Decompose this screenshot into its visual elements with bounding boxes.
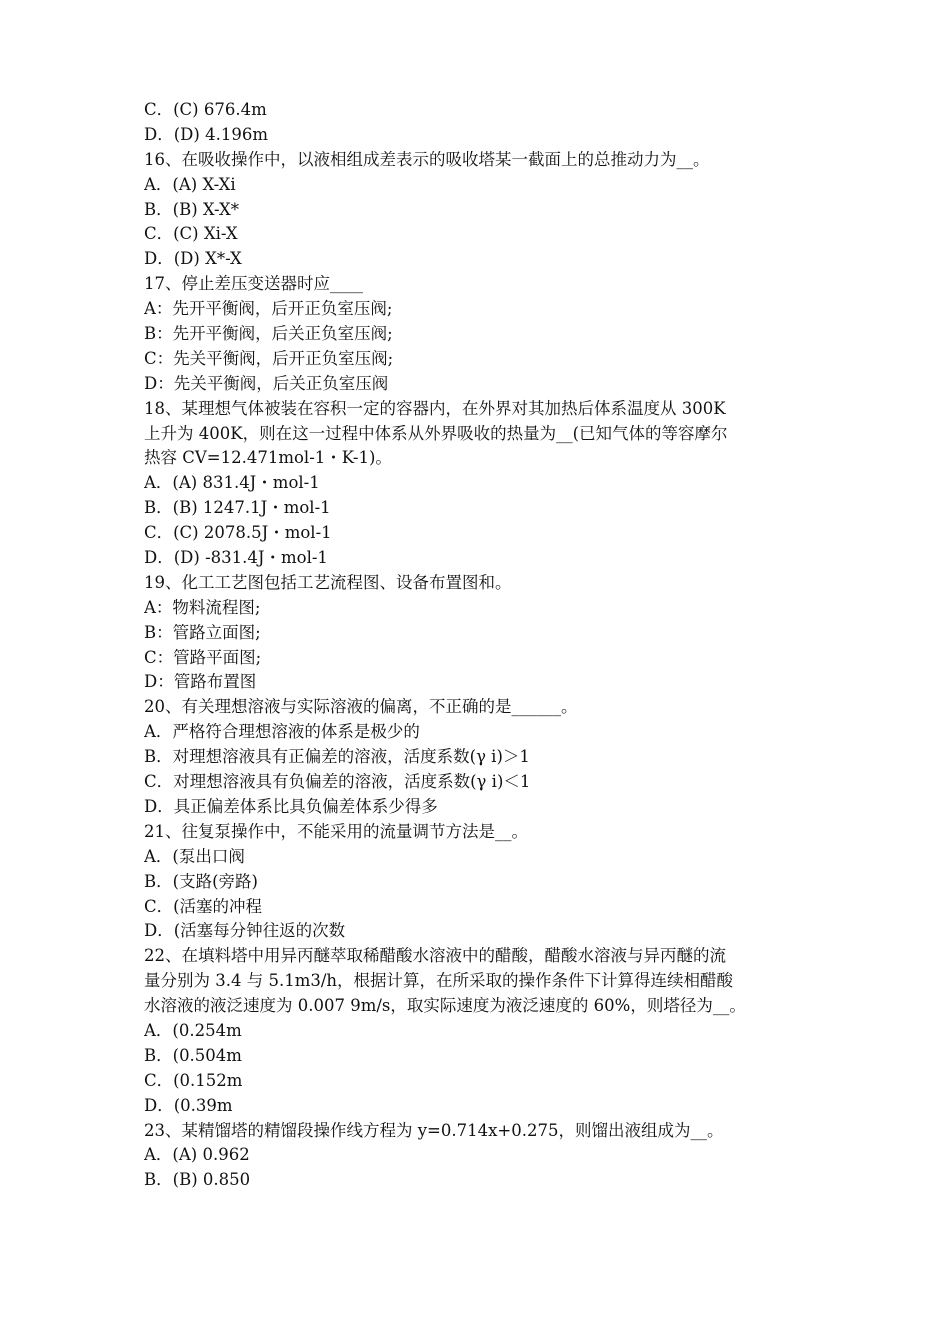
question-text-line: 23、某精馏塔的精馏段操作线方程为 y=0.714x+0.275，则馏出液组成为__。 — [144, 1120, 724, 1140]
answer-option-line: C．(0.152m — [144, 1070, 243, 1090]
answer-option-line: D：管路布置图 — [144, 672, 257, 692]
answer-option-line: B．(B) 1247.1J・mol-1 — [144, 498, 331, 518]
answer-option-line: A：物料流程图; — [144, 597, 261, 617]
answer-option-line: C．(C) Xi-X — [144, 224, 238, 244]
answer-option-line: B．(支路(旁路) — [144, 871, 258, 891]
question-text-line: 热容 CV=12.471mol-1・K-1)。 — [144, 448, 392, 468]
answer-option-line: B．(B) X-X* — [144, 199, 240, 219]
answer-option-line: D．具正偏差体系比具负偏差体系少得多 — [144, 796, 438, 816]
question-text-line: 19、化工工艺图包括工艺流程图、设备布置图和。 — [144, 572, 512, 592]
answer-option-line: B：管路立面图; — [144, 622, 261, 642]
answer-option-line: A：先开平衡阀，后开正负室压阀; — [144, 299, 393, 319]
question-text-line: 21、往复泵操作中，不能采用的流量调节方法是__。 — [144, 821, 528, 841]
question-text-line: 20、有关理想溶液与实际溶液的偏离，不正确的是______。 — [144, 697, 578, 717]
document-body — [144, 98, 816, 1193]
answer-option-line: B．(B) 0.850 — [144, 1170, 251, 1190]
answer-option-line: D：先关平衡阀，后关正负室压阀 — [144, 373, 389, 393]
answer-option-line: A．(泵出口阀 — [144, 846, 245, 866]
answer-option-line: D．(D) -831.4J・mol-1 — [144, 548, 328, 568]
question-text-line: 水溶液的液泛速度为 0.007 9m/s，取实际速度为液泛速度的 60%，则塔径为__。 — [144, 996, 746, 1016]
answer-option-line: C．(C) 2078.5J・mol-1 — [144, 523, 332, 543]
question-text-line: 22、在填料塔中用异丙醚萃取稀醋酸水溶液中的醋酸，醋酸水溶液与异丙醚的流 — [144, 946, 726, 966]
answer-option-line: A．(A) X-Xi — [144, 174, 236, 194]
answer-option-line: C：管路平面图; — [144, 647, 262, 667]
answer-option-line: A．(A) 831.4J・mol-1 — [144, 473, 320, 493]
question-text-line: 量分别为 3.4 与 5.1m3/h，根据计算，在所采取的操作条件下计算得连续相醋酸 — [144, 971, 734, 991]
answer-option-line: A．(A) 0.962 — [144, 1145, 250, 1165]
answer-option-line: C．对理想溶液具有负偏差的溶液，活度系数(γ i)＜1 — [144, 772, 531, 792]
answer-option-line: C．(C) 676.4m — [144, 100, 267, 119]
answer-option-line: A．(0.254m — [144, 1020, 242, 1040]
answer-option-line: B．对理想溶液具有正偏差的溶液，活度系数(γ i)＞1 — [144, 747, 530, 767]
answer-option-line: D．(0.39m — [144, 1095, 233, 1115]
answer-option-line: B．(0.504m — [144, 1045, 242, 1065]
answer-option-line: D．(D) 4.196m — [144, 124, 268, 144]
answer-option-line: B：先开平衡阀，后关正负室压阀; — [144, 324, 393, 344]
answer-option-line: C：先关平衡阀，后开正负室压阀; — [144, 348, 394, 368]
question-text-line: 17、停止差压变送器时应____ — [144, 274, 363, 294]
answer-option-line: A．严格符合理想溶液的体系是极少的 — [144, 722, 420, 742]
answer-option-line: D．(D) X*-X — [144, 249, 242, 269]
answer-option-line: D．(活塞每分钟往返的次数 — [144, 921, 346, 941]
answer-option-line: C．(活塞的冲程 — [144, 896, 263, 916]
question-text-line: 上升为 400K，则在这一过程中体系从外界吸收的热量为__(已知气体的等容摩尔 — [144, 423, 728, 443]
question-text-line: 18、某理想气体被装在容积一定的容器内，在外界对其加热后体系温度从 300K — [144, 398, 726, 418]
question-text-line: 16、在吸收操作中，以液相组成差表示的吸收塔某一截面上的总推动力为__。 — [144, 149, 710, 169]
